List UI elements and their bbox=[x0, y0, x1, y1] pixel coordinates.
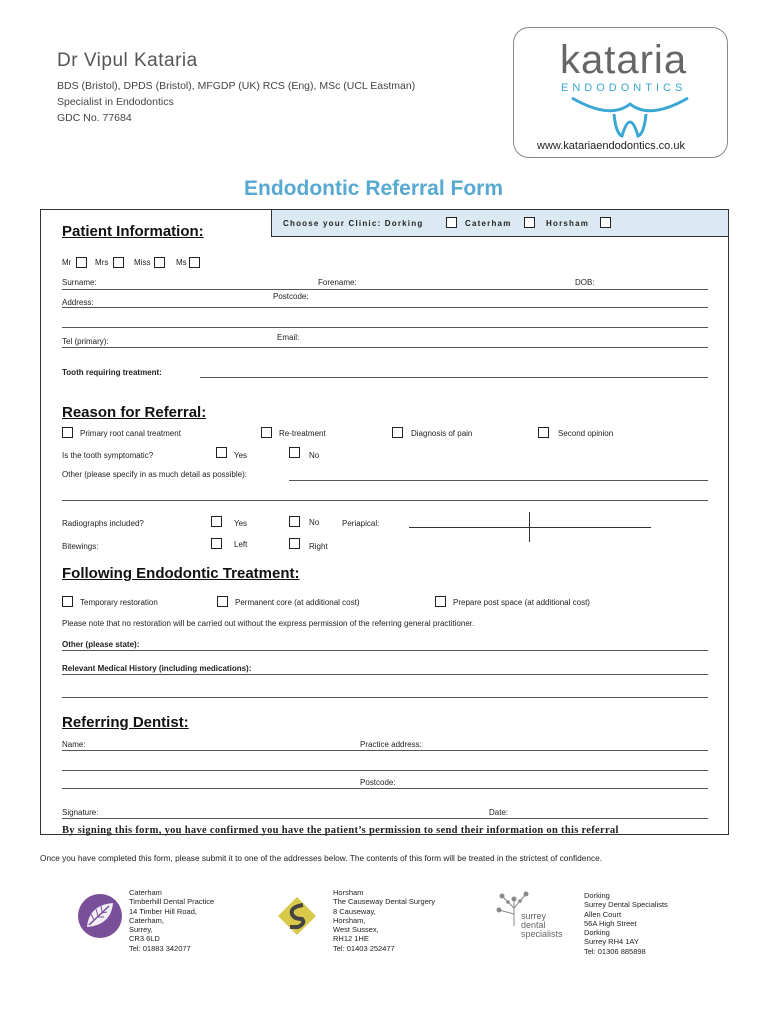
tooth-icon bbox=[570, 92, 690, 138]
radiographs-no-checkbox[interactable] bbox=[289, 516, 300, 527]
leaf-logo bbox=[77, 893, 123, 939]
address-line-1[interactable] bbox=[62, 307, 708, 308]
radiographs-yes-checkbox[interactable] bbox=[211, 516, 222, 527]
primary-rct-label: Primary root canal treatment bbox=[80, 429, 181, 438]
restoration-note: Please note that no restoration will be carried out without the express permission of the referring general practitioner. bbox=[62, 619, 475, 628]
other-state-label: Other (please state): bbox=[62, 640, 140, 649]
symptomatic-yes-label: Yes bbox=[234, 451, 248, 460]
post-space-checkbox[interactable] bbox=[435, 596, 446, 607]
email-label: Email: bbox=[277, 333, 300, 342]
primary-rct-checkbox[interactable] bbox=[62, 427, 73, 438]
dentist-name-label: Name: bbox=[62, 740, 86, 749]
tooth-line[interactable] bbox=[200, 377, 708, 378]
gdc-number: GDC No. 77684 bbox=[57, 112, 132, 124]
title-mrs-label: Mrs bbox=[95, 258, 109, 267]
other-details-line-1[interactable] bbox=[289, 480, 708, 481]
periapical-line[interactable] bbox=[409, 527, 651, 528]
doctor-name: Dr Vipul Kataria bbox=[57, 50, 198, 71]
periapical-divider bbox=[529, 512, 530, 542]
clinic-horsham-label: Horsham bbox=[546, 219, 590, 228]
practice-address-label: Practice address: bbox=[360, 740, 422, 749]
periapical-label: Periapical: bbox=[342, 519, 380, 528]
diagnosis-checkbox[interactable] bbox=[392, 427, 403, 438]
logo-box bbox=[513, 27, 728, 158]
second-opinion-checkbox[interactable] bbox=[538, 427, 549, 438]
specialist-title: Specialist in Endodontics bbox=[57, 96, 174, 108]
other-details-label: Other (please specify in as much detail as possible): bbox=[62, 470, 247, 479]
footer-note: Once you have completed this form, please submit it to one of the addresses below. The contents of this form will be treated in the strictest of confidence. bbox=[40, 853, 603, 863]
address-line-2[interactable] bbox=[62, 327, 708, 328]
dob-label: DOB: bbox=[575, 278, 595, 287]
tel-label: Tel (primary): bbox=[62, 337, 109, 346]
date-label: Date: bbox=[489, 808, 509, 817]
retreatment-checkbox[interactable] bbox=[261, 427, 272, 438]
bitewings-right-label: Right bbox=[309, 542, 328, 551]
dentist-postcode-label: Postcode: bbox=[360, 778, 396, 787]
medical-history-label: Relevant Medical History (including medications): bbox=[62, 664, 252, 673]
consent-statement: By signing this form, you have confirmed you have the patient’s permission to send their information on this referral bbox=[62, 825, 619, 836]
permanent-label: Permanent core (at additional cost) bbox=[235, 598, 360, 607]
retreatment-label: Re-treatment bbox=[279, 429, 326, 438]
other-details-line-2[interactable] bbox=[62, 500, 708, 501]
title-mr-label: Mr bbox=[62, 258, 72, 267]
tel-line[interactable] bbox=[62, 347, 708, 348]
logo-word: kataria bbox=[560, 38, 688, 82]
form-title: Endodontic Referral Form bbox=[244, 177, 504, 200]
second-opinion-label: Second opinion bbox=[558, 429, 614, 438]
dentist-postcode-line[interactable] bbox=[62, 788, 708, 789]
symptomatic-no-checkbox[interactable] bbox=[289, 447, 300, 458]
symptomatic-yes-checkbox[interactable] bbox=[216, 447, 227, 458]
title-ms-checkbox[interactable] bbox=[189, 257, 200, 268]
permanent-checkbox[interactable] bbox=[217, 596, 228, 607]
patient-heading: Patient Information: bbox=[62, 223, 204, 240]
clinic-label: Choose your Clinic: Dorking bbox=[283, 219, 424, 228]
clinic-caterham-checkbox[interactable] bbox=[524, 217, 535, 228]
caterham-address: Caterham Timberhill Dental Practice 14 Timber Hill Road, Caterham, Surrey, CR3 6LD Tel: 01883 342077 bbox=[129, 888, 215, 953]
title-miss-checkbox[interactable] bbox=[154, 257, 165, 268]
practice-address-line[interactable] bbox=[62, 770, 708, 771]
medical-history-line-2[interactable] bbox=[62, 697, 708, 698]
symptomatic-label: Is the tooth symptomatic? bbox=[62, 451, 154, 460]
bitewings-left-label: Left bbox=[234, 540, 248, 549]
radiographs-label: Radiographs included? bbox=[62, 519, 144, 528]
post-space-label: Prepare post space (at additional cost) bbox=[453, 598, 590, 607]
postcode-label: Postcode: bbox=[273, 292, 309, 301]
website-link[interactable]: www.katariaendodontics.co.uk bbox=[537, 140, 685, 152]
title-miss-label: Miss bbox=[134, 258, 151, 267]
forename-label: Forename: bbox=[318, 278, 357, 287]
symptomatic-no-label: No bbox=[309, 451, 320, 460]
dorking-address: Dorking Surrey Dental Specialists Allen Court 56A High Street Dorking Surrey RH4 1AY Tel: 01306 885898 bbox=[584, 891, 668, 956]
radiographs-no-label: No bbox=[309, 518, 320, 527]
temporary-label: Temporary restoration bbox=[80, 598, 158, 607]
clinic-caterham-label: Caterham bbox=[465, 219, 512, 228]
clinic-horsham-checkbox[interactable] bbox=[600, 217, 611, 228]
address-label: Address: bbox=[62, 298, 94, 307]
logo-sub: ENDODONTICS bbox=[561, 82, 687, 94]
surname-line[interactable] bbox=[62, 289, 708, 290]
surname-label: Surname: bbox=[62, 278, 97, 287]
title-ms-label: Ms bbox=[176, 258, 187, 267]
causeway-logo bbox=[276, 895, 318, 937]
signature-line[interactable] bbox=[62, 818, 708, 819]
bitewings-label: Bitewings: bbox=[62, 542, 99, 551]
other-state-line[interactable] bbox=[62, 650, 708, 651]
surrey-dental-wordmark: surrey dental specialists bbox=[521, 911, 563, 939]
bitewings-left-checkbox[interactable] bbox=[211, 538, 222, 549]
title-mrs-checkbox[interactable] bbox=[113, 257, 124, 268]
temporary-checkbox[interactable] bbox=[62, 596, 73, 607]
following-heading: Following Endodontic Treatment: bbox=[62, 565, 300, 582]
diagnosis-label: Diagnosis of pain bbox=[411, 429, 473, 438]
bitewings-right-checkbox[interactable] bbox=[289, 538, 300, 549]
dentist-name-line[interactable] bbox=[62, 750, 708, 751]
tooth-label: Tooth requiring treatment: bbox=[62, 368, 162, 377]
reason-heading: Reason for Referral: bbox=[62, 404, 207, 421]
horsham-address: Horsham The Causeway Dental Surgery 8 Causeway, Horsham, West Sussex, RH12 1HE Tel: 01403 252477 bbox=[333, 888, 436, 953]
dentist-heading: Referring Dentist: bbox=[62, 714, 189, 731]
radiographs-yes-label: Yes bbox=[234, 519, 248, 528]
signature-label: Signature: bbox=[62, 808, 99, 817]
medical-history-line-1[interactable] bbox=[62, 674, 708, 675]
title-mr-checkbox[interactable] bbox=[76, 257, 87, 268]
qualifications: BDS (Bristol), DPDS (Bristol), MFGDP (UK) RCS (Eng), MSc (UCL Eastman) bbox=[57, 80, 416, 92]
clinic-dorking-checkbox[interactable] bbox=[446, 217, 457, 228]
